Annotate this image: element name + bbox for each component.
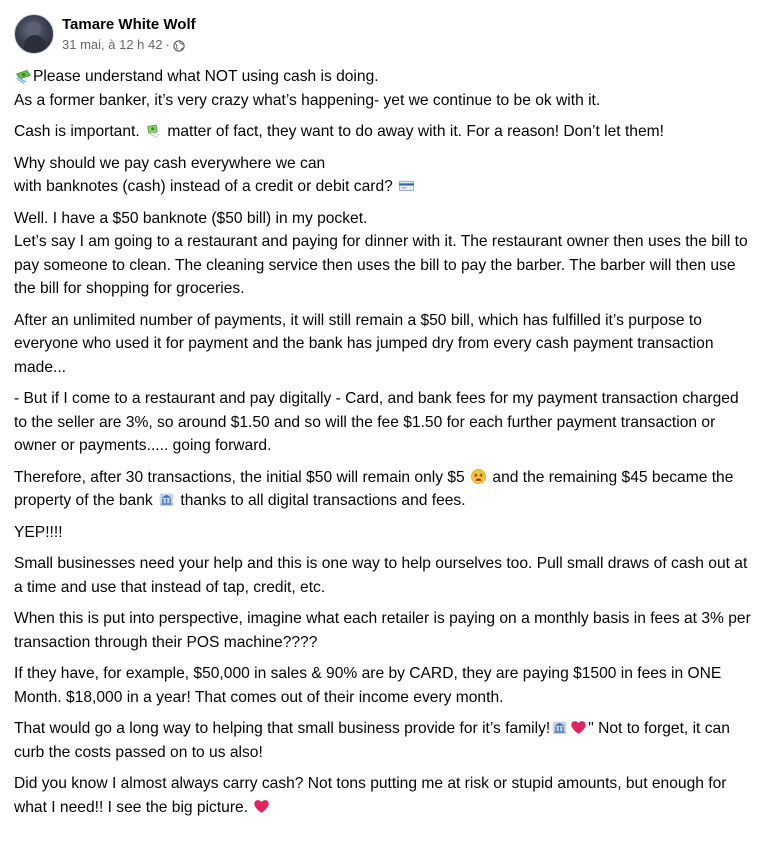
post-line: As a former banker, it’s very crazy what’s happening- yet we continue to be ok with it.	[14, 91, 601, 109]
paragraph-text: thanks to all digital transactions and fees.	[176, 492, 466, 509]
paragraph-text: That would go a long way to helping that small business provide for it’s family!	[14, 720, 551, 737]
bank-icon	[158, 491, 175, 508]
post-paragraph	[14, 152, 755, 199]
post-paragraph: Small businesses need your help and this is one way to help ourselves too. Pull small draws of cash out at a time and use that instead of tap, credit, etc.	[14, 555, 748, 596]
post-paragraph	[14, 207, 755, 301]
red-heart-icon	[570, 719, 587, 736]
paragraph-text: and the remaining $45 became the property of the bank	[14, 468, 734, 509]
post-paragraph: If they have, for example, $50,000 in sales & 90% are by CARD, they are paying $1500 in fees in ONE Month. $18,000 in a year! That comes out of their income every month.	[14, 665, 722, 706]
paragraph-text: " Not to forget, it can curb the costs passed on to us also!	[14, 720, 730, 761]
post-paragraph	[14, 466, 755, 513]
post-paragraph	[14, 772, 755, 819]
post-line: Well. I have a $50 banknote ($50 bill) in my pocket.	[14, 209, 368, 227]
post-body	[14, 65, 755, 819]
post-paragraph: When this is put into perspective, imagine what each retailer is paying on a monthly basis in fees at 3% per transaction through their POS machine????	[14, 610, 751, 651]
paragraph-text: with banknotes (cash) instead of a credit or debit card?	[14, 178, 398, 195]
post-paragraph	[14, 65, 755, 112]
tired-face-icon	[470, 468, 487, 485]
credit-card-icon	[398, 177, 415, 194]
post-meta	[62, 15, 196, 54]
post-subline	[62, 36, 196, 54]
post-paragraph	[14, 120, 755, 144]
money-with-wings-icon	[145, 122, 162, 139]
paragraph-text: Please understand what NOT using cash is doing.	[33, 68, 379, 85]
red-heart-icon	[253, 798, 270, 815]
post-line: Let’s say I am going to a restaurant and paying for dinner with it. The restaurant owner then uses the bill to pay someone to clean. The cleaning service then uses the bill to pay the barber. The barber will then use the bill for shopping for groceries.	[14, 233, 748, 297]
post-line: Why should we pay cash everywhere we can	[14, 154, 326, 172]
post-header	[14, 12, 755, 56]
paragraph-text: Therefore, after 30 transactions, the initial $50 will remain only $5	[14, 468, 470, 486]
post-paragraph	[14, 717, 755, 764]
post-paragraph: - But if I come to a restaurant and pay digitally - Card, and bank fees for my payment transaction charged to the seller are 3%, so around $1.50 and so will the fee $1.50 for each further payment transaction or owner or payments..... going forward.	[14, 390, 739, 454]
post-line	[14, 65, 755, 89]
post-paragraph: YEP!!!!	[14, 523, 63, 541]
bank-icon	[551, 719, 568, 736]
money-with-wings-icon	[15, 67, 32, 84]
paragraph-text: matter of fact, they want to do away with it. For a reason! Don’t let them!	[163, 123, 664, 140]
post-line	[14, 175, 755, 199]
author-name[interactable]: Tamare White Wolf	[62, 15, 196, 33]
avatar[interactable]	[14, 14, 54, 54]
globe-icon[interactable]	[173, 39, 185, 51]
post-paragraph: After an unlimited number of payments, it will still remain a $50 bill, which has fulfilled it’s purpose to everyone who used it for payment and the bank has jumped dry from every cash payment transaction made...	[14, 311, 714, 376]
paragraph-text: Did you know I almost always carry cash? Not tons putting me at risk or stupid amounts, but enough for what I need!! I see the big picture.	[14, 775, 727, 816]
post-timestamp[interactable]: 31 mai, à 12 h 42	[62, 36, 163, 52]
separator-dot: ·	[165, 36, 170, 52]
paragraph-text: Cash is important.	[14, 123, 144, 140]
